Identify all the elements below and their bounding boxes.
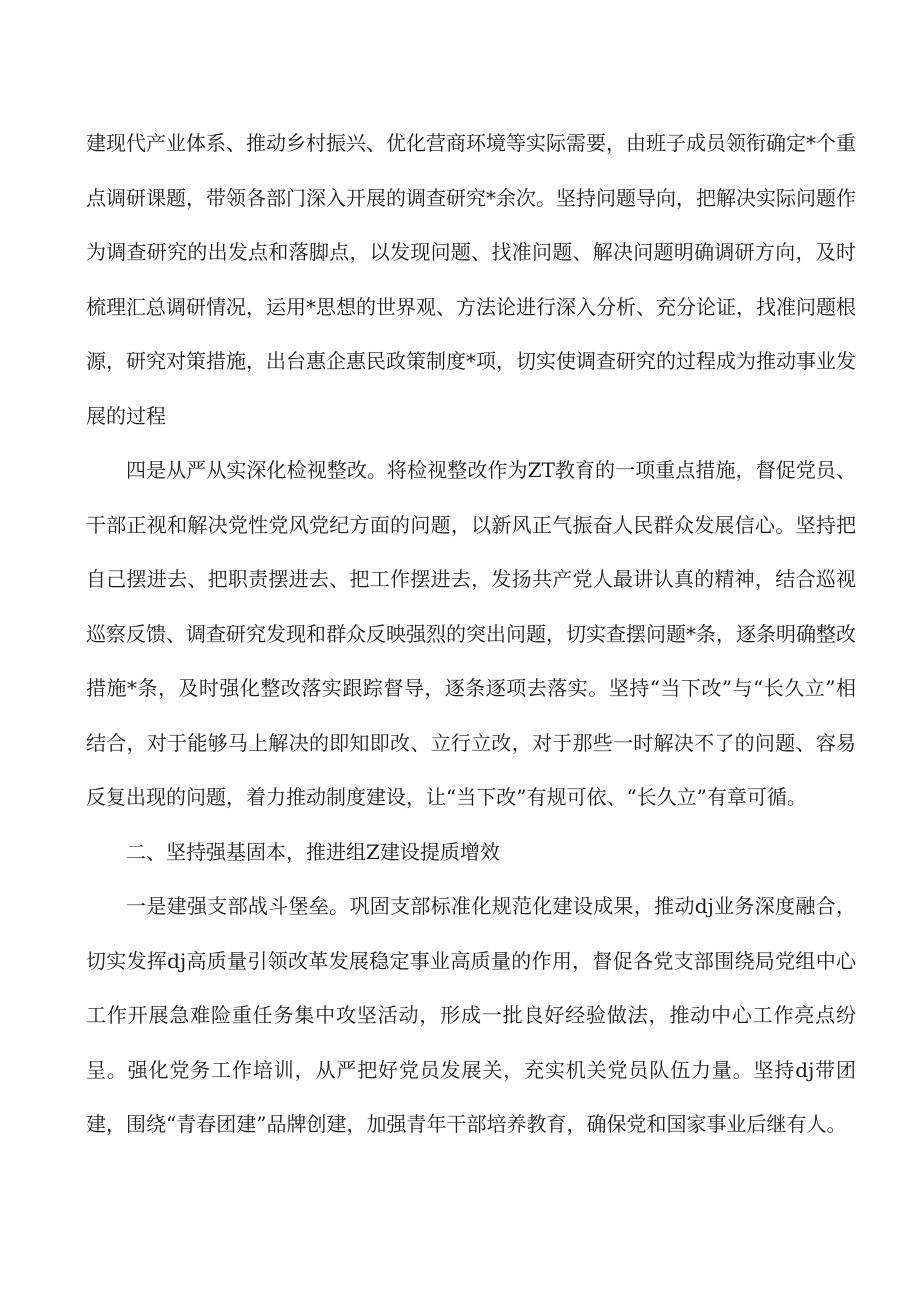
paragraph-branch-building: 一是建强支部战斗堡垒。巩固支部标准化规范化建设成果，推动dj业务深度融合，切实发挥dj高质量引领改革发展稳定事业高质量的作用，督促各党支部围绕局党组中心工作开展急难险重任务集中攻坚活动，形成一批良好经验做法，推动中心工作亮点纷呈。强化党务工作培训，从严把好党员发展关，充实机关党员队伍力量。坚持dj带团建，围绕“青春团建”品牌创建，加强青年干部培养教育，确保党和国家事业后继有人。 xyxy=(86,894,856,1136)
paragraph-continuation: 建现代产业体系、推动乡村振兴、优化营商环境等实际需要，由班子成员领衔确定*个重点调研课题，带领各部门深入开展的调查研究*余次。坚持问题导向，把解决实际问题作为调查研究的出发点和落脚点，以发现问题、找准问题、解决问题明确调研方向，及时梳理汇总调研情况，运用*思想的世界观、方法论进行深入分析、充分论证，找准问题根源，研究对策措施，出台惠企惠民政策制度*项，切实使调查研究的过程成为推动事业发展的过程 xyxy=(86,131,856,428)
document-body xyxy=(86,116,856,1152)
paragraph-rectification: 四是从严从实深化检视整改。将检视整改作为ZT教育的一项重点措施，督促党员、干部正视和解决党性党风党纪方面的问题，以新风正气振奋人民群众发展信心。坚持把自己摆进去、把职责摆进去、把工作摆进去，发扬共产党人最讲认真的精神，结合巡视巡察反馈、调查研究发现和群众反映强烈的突出问题，切实查摆问题*条，逐条明确整改措施*条，及时强化整改落实跟踪督导，逐条逐项去落实。坚持“当下改”与“长久立”相结合，对于能够马上解决的即知即改、立行立改，对于那些一时解决不了的问题、容易反复出现的问题，着力推动制度建设，让“当下改”有规可依、“长久立”有章可循。 xyxy=(86,458,856,809)
section-heading: 二、坚持强基固本，推进组Z建设提质增效 xyxy=(126,839,500,864)
